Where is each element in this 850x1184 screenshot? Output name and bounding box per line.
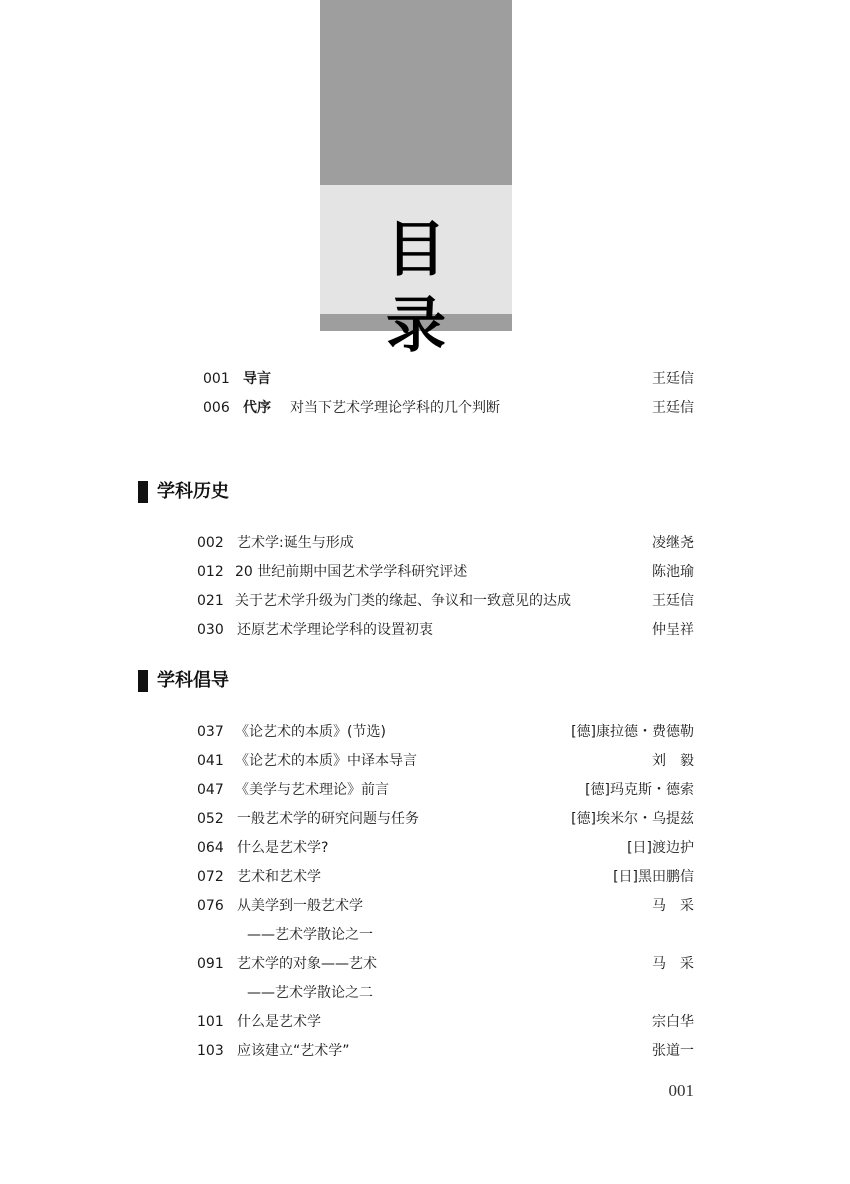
- toc-entry: [197, 722, 694, 742]
- entry-author: 王廷信: [652, 371, 694, 387]
- entry-page: 072: [197, 869, 224, 885]
- entry-title: 艺术学的对象——艺术: [237, 956, 377, 972]
- entry-page: 101: [197, 1014, 224, 1030]
- toc-entry: [197, 591, 694, 611]
- toc-entry: [197, 533, 694, 553]
- toc-entry-subtitle: [197, 925, 694, 945]
- entry-author: 仲呈祥: [652, 622, 694, 638]
- page-title: 目 录: [386, 215, 470, 361]
- section-title: 学科倡导: [157, 670, 229, 691]
- entry-author: [日]渡边护: [627, 840, 694, 856]
- entry-page: 064: [197, 840, 224, 856]
- entry-author: 马 采: [652, 898, 694, 914]
- entry-page: 076: [197, 898, 224, 914]
- section-heading: [138, 480, 229, 504]
- toc-entry: [203, 398, 694, 418]
- entry-label: 导言: [243, 371, 271, 387]
- entry-title: 艺术和艺术学: [237, 869, 321, 885]
- toc-entry: [197, 562, 694, 582]
- entry-author: [德]玛克斯・德索: [585, 782, 694, 798]
- section-heading: [138, 669, 229, 693]
- entry-page: 103: [197, 1043, 224, 1059]
- entry-page: 002: [197, 535, 224, 551]
- entry-author: [德]埃米尔・乌提兹: [571, 811, 694, 827]
- entry-page: 052: [197, 811, 224, 827]
- title-banner-top: [320, 0, 512, 185]
- entry-title: 对当下艺术学理论学科的几个判断: [290, 400, 500, 416]
- entry-page: 030: [197, 622, 224, 638]
- toc-entry: [197, 1012, 694, 1032]
- entry-subtitle: ——艺术学散论之二: [247, 985, 373, 1001]
- section-marker: [138, 481, 148, 503]
- toc-entry: [197, 620, 694, 640]
- entry-author: 王廷信: [652, 593, 694, 609]
- entry-title: 什么是艺术学?: [237, 840, 329, 856]
- entry-title: 还原艺术学理论学科的设置初衷: [237, 622, 433, 638]
- toc-entry: [197, 809, 694, 829]
- entry-author: 马 采: [652, 956, 694, 972]
- toc-entry: [197, 867, 694, 887]
- entry-page: 037: [197, 724, 224, 740]
- entry-subtitle: ——艺术学散论之一: [247, 927, 373, 943]
- page-number: 001: [668, 1081, 694, 1100]
- entry-author: [日]黑田鹏信: [613, 869, 694, 885]
- toc-entry: [197, 1041, 694, 1061]
- entry-title: 20 世纪前期中国艺术学学科研究评述: [235, 564, 468, 580]
- entry-label: 代序: [243, 400, 271, 416]
- entry-title: 什么是艺术学: [237, 1014, 321, 1030]
- toc-entry-subtitle: [197, 983, 694, 1003]
- toc-entry: [197, 954, 694, 974]
- entry-author: 王廷信: [652, 400, 694, 416]
- toc-entry: [197, 780, 694, 800]
- entry-page: 091: [197, 956, 224, 972]
- entry-title: 《论艺术的本质》(节选): [235, 724, 386, 740]
- entry-author: [德]康拉德・费德勒: [571, 724, 694, 740]
- entry-page: 021: [197, 593, 224, 609]
- entry-page: 006: [203, 400, 230, 416]
- entry-author: 陈池瑜: [652, 564, 694, 580]
- entry-title: 《美学与艺术理论》前言: [235, 782, 389, 798]
- entry-title: 从美学到一般艺术学: [237, 898, 363, 914]
- entry-title: 关于艺术学升级为门类的缘起、争议和一致意见的达成: [235, 593, 571, 609]
- entry-author: 凌继尧: [652, 535, 694, 551]
- toc-entry: [203, 369, 694, 389]
- section-title: 学科历史: [157, 481, 229, 502]
- entry-page: 001: [203, 371, 230, 387]
- toc-entry: [197, 838, 694, 858]
- entry-page: 012: [197, 564, 224, 580]
- entry-title: 艺术学:诞生与形成: [237, 535, 354, 551]
- entry-page: 041: [197, 753, 224, 769]
- entry-author: 刘 毅: [652, 753, 694, 769]
- entry-title: 一般艺术学的研究问题与任务: [237, 811, 419, 827]
- toc-entry: [197, 751, 694, 771]
- toc-entry: [197, 896, 694, 916]
- entry-title: 应该建立“艺术学”: [237, 1043, 350, 1059]
- section-marker: [138, 670, 148, 692]
- entry-author: 宗白华: [652, 1014, 694, 1030]
- entry-page: 047: [197, 782, 224, 798]
- entry-author: 张道一: [652, 1043, 694, 1059]
- entry-title: 《论艺术的本质》中译本导言: [235, 753, 417, 769]
